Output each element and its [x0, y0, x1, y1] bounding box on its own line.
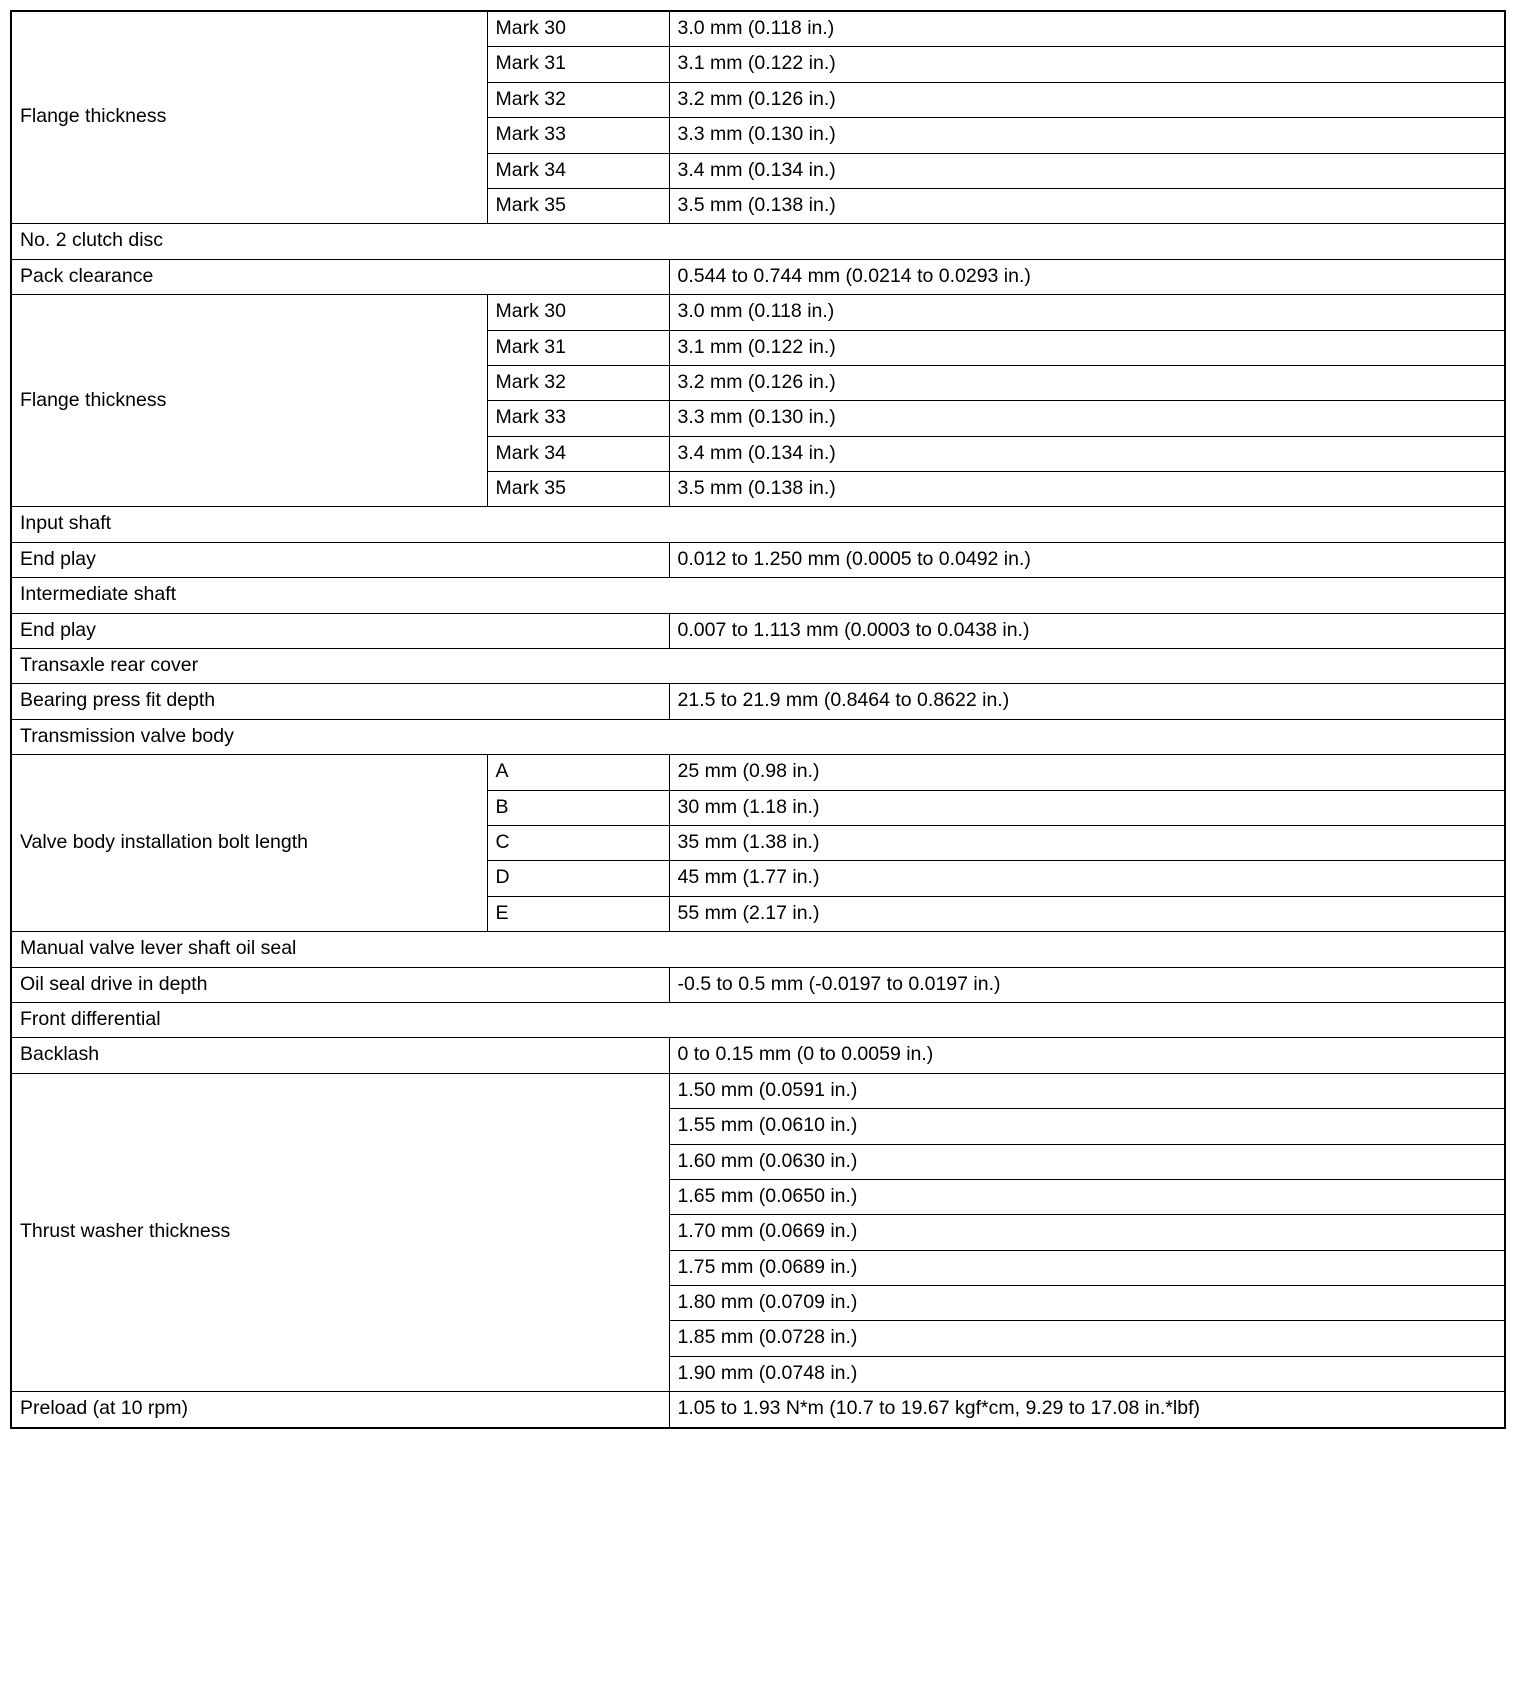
table-row [11, 719, 1505, 754]
mark-cell: Mark 33 [487, 118, 669, 153]
mark-cell: Mark 33 [487, 401, 669, 436]
mark-cell: B [487, 790, 669, 825]
table-row [11, 224, 1505, 259]
mark-cell: Mark 32 [487, 365, 669, 400]
mark-cell: Mark 31 [487, 47, 669, 82]
item-label-cell: Thrust washer thickness [11, 1073, 669, 1392]
table-row [11, 967, 1505, 1002]
section-heading-cell: Intermediate shaft [11, 578, 1505, 613]
specification-value-cell: 0.544 to 0.744 mm (0.0214 to 0.0293 in.) [669, 259, 1505, 294]
specification-value-cell: 1.50 mm (0.0591 in.) [669, 1073, 1505, 1108]
specification-value-cell: 1.80 mm (0.0709 in.) [669, 1286, 1505, 1321]
item-label-cell: Flange thickness [11, 295, 487, 507]
section-heading-cell: Manual valve lever shaft oil seal [11, 932, 1505, 967]
table-row [11, 542, 1505, 577]
specifications-table [10, 10, 1506, 1429]
item-label-cell: Valve body installation bolt length [11, 755, 487, 932]
specification-value-cell: 55 mm (2.17 in.) [669, 896, 1505, 931]
specification-value-cell: 3.0 mm (0.118 in.) [669, 295, 1505, 330]
mark-cell: E [487, 896, 669, 931]
specification-value-cell: 30 mm (1.18 in.) [669, 790, 1505, 825]
specification-value-cell: 3.2 mm (0.126 in.) [669, 365, 1505, 400]
section-heading-cell: Input shaft [11, 507, 1505, 542]
item-label-cell: Bearing press fit depth [11, 684, 669, 719]
specification-value-cell: 3.4 mm (0.134 in.) [669, 436, 1505, 471]
specification-value-cell: 1.90 mm (0.0748 in.) [669, 1356, 1505, 1391]
mark-cell: Mark 30 [487, 295, 669, 330]
table-row [11, 295, 1505, 330]
specification-value-cell: 3.4 mm (0.134 in.) [669, 153, 1505, 188]
specification-value-cell: 0.012 to 1.250 mm (0.0005 to 0.0492 in.) [669, 542, 1505, 577]
specification-value-cell: 3.1 mm (0.122 in.) [669, 47, 1505, 82]
section-heading-cell: Transaxle rear cover [11, 649, 1505, 684]
table-row [11, 932, 1505, 967]
table-row [11, 1392, 1505, 1428]
table-row [11, 613, 1505, 648]
mark-cell: Mark 34 [487, 153, 669, 188]
section-heading-cell: Transmission valve body [11, 719, 1505, 754]
table-row [11, 755, 1505, 790]
specification-value-cell: 1.60 mm (0.0630 in.) [669, 1144, 1505, 1179]
specification-value-cell: 3.0 mm (0.118 in.) [669, 11, 1505, 47]
table-row [11, 507, 1505, 542]
specification-value-cell: 1.55 mm (0.0610 in.) [669, 1109, 1505, 1144]
specification-value-cell: 3.5 mm (0.138 in.) [669, 188, 1505, 223]
item-label-cell: Preload (at 10 rpm) [11, 1392, 669, 1428]
mark-cell: A [487, 755, 669, 790]
item-label-cell: Oil seal drive in depth [11, 967, 669, 1002]
specification-value-cell: 1.75 mm (0.0689 in.) [669, 1250, 1505, 1285]
specification-value-cell: 0 to 0.15 mm (0 to 0.0059 in.) [669, 1038, 1505, 1073]
table-row [11, 684, 1505, 719]
item-label-cell: End play [11, 613, 669, 648]
item-label-cell: End play [11, 542, 669, 577]
table-row [11, 1073, 1505, 1108]
mark-cell: Mark 34 [487, 436, 669, 471]
specification-value-cell: 45 mm (1.77 in.) [669, 861, 1505, 896]
specification-value-cell: 1.85 mm (0.0728 in.) [669, 1321, 1505, 1356]
mark-cell: Mark 35 [487, 188, 669, 223]
specification-value-cell: 3.1 mm (0.122 in.) [669, 330, 1505, 365]
item-label-cell: Flange thickness [11, 11, 487, 224]
item-label-cell: Pack clearance [11, 259, 669, 294]
specification-value-cell: 35 mm (1.38 in.) [669, 825, 1505, 860]
specification-value-cell: 25 mm (0.98 in.) [669, 755, 1505, 790]
mark-cell: Mark 35 [487, 472, 669, 507]
table-body [11, 11, 1505, 1428]
specification-value-cell: 21.5 to 21.9 mm (0.8464 to 0.8622 in.) [669, 684, 1505, 719]
table-row [11, 1002, 1505, 1037]
table-row [11, 578, 1505, 613]
table-row [11, 259, 1505, 294]
table-row [11, 649, 1505, 684]
specification-value-cell: 3.3 mm (0.130 in.) [669, 401, 1505, 436]
mark-cell: Mark 30 [487, 11, 669, 47]
mark-cell: D [487, 861, 669, 896]
item-label-cell: Backlash [11, 1038, 669, 1073]
specification-value-cell: 1.70 mm (0.0669 in.) [669, 1215, 1505, 1250]
specification-value-cell: 3.2 mm (0.126 in.) [669, 82, 1505, 117]
table-row [11, 1038, 1505, 1073]
mark-cell: Mark 31 [487, 330, 669, 365]
specification-value-cell: 3.3 mm (0.130 in.) [669, 118, 1505, 153]
table-row [11, 11, 1505, 47]
section-heading-cell: Front differential [11, 1002, 1505, 1037]
mark-cell: C [487, 825, 669, 860]
specification-value-cell: 1.65 mm (0.0650 in.) [669, 1179, 1505, 1214]
specification-value-cell: -0.5 to 0.5 mm (-0.0197 to 0.0197 in.) [669, 967, 1505, 1002]
specification-value-cell: 1.05 to 1.93 N*m (10.7 to 19.67 kgf*cm, 9.29 to 17.08 in.*lbf) [669, 1392, 1505, 1428]
specification-value-cell: 3.5 mm (0.138 in.) [669, 472, 1505, 507]
specification-value-cell: 0.007 to 1.113 mm (0.0003 to 0.0438 in.) [669, 613, 1505, 648]
mark-cell: Mark 32 [487, 82, 669, 117]
section-heading-cell: No. 2 clutch disc [11, 224, 1505, 259]
